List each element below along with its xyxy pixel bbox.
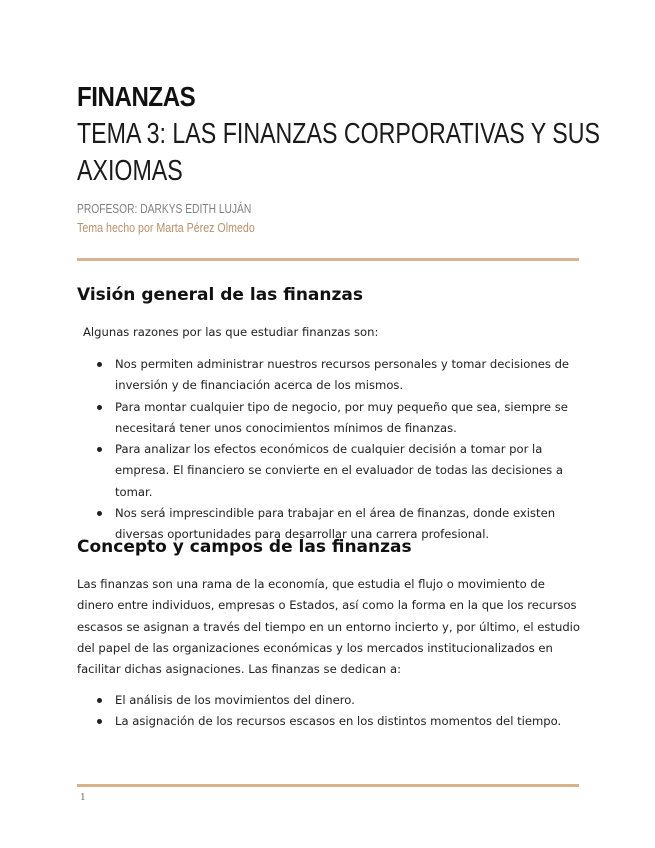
- title-block: [77, 80, 600, 235]
- list-item: [77, 354, 582, 397]
- bullet-icon: [97, 447, 102, 452]
- concept-paragraph: Las finanzas son una rama de la economía, que estudia el flujo o movimiento de dinero entre individuos, empresas o Estados, así como la forma en la que los recursos escasos se asignan a través del tiempo en un entorno incierto y, por último, el estudio del papel de las organizaciones económicas y los mercados institucionalizados en facilitar dichas asignaciones. Las finanzas se dedican a:: [77, 577, 580, 677]
- bullet-icon: [97, 511, 102, 516]
- list-item-text: Nos será imprescindible para trabajar en el área de finanzas, donde existen diversas oportunidades para desarrollar una carrera profesional.: [115, 506, 556, 542]
- list-item-text: Para analizar los efectos económicos de cualquier decisión a tomar por la empresa. El financiero se convierte en el evaluador de todas las decisiones a tomar.: [115, 442, 564, 499]
- section-heading-vision: Visión general de las finanzas: [77, 285, 363, 305]
- list-item-text: La asignación de los recursos escasos en los distintos momentos del tiempo.: [115, 714, 562, 729]
- list-item-text: Nos permiten administrar nuestros recursos personales y tomar decisiones de inversión y de financiación acerca de los mismos.: [115, 357, 570, 393]
- list-item: [77, 397, 582, 440]
- bullet-icon: [97, 698, 102, 703]
- section-intro: Algunas razones por las que estudiar finanzas son:: [83, 325, 379, 339]
- top-divider: [77, 258, 579, 261]
- subtitle-line: TEMA 3: LAS FINANZAS CORPORATIVAS Y SUS: [77, 118, 600, 150]
- reasons-list: [77, 354, 582, 546]
- section-heading-concepto: Concepto y campos de las finanzas: [77, 537, 412, 557]
- list-item-text: El análisis de los movimientos del dinero.: [115, 693, 355, 707]
- bullet-icon: [97, 362, 102, 367]
- professor-line: PROFESOR: DARKYS EDITH LUJÁN: [77, 202, 252, 216]
- document-subtitle: [77, 116, 600, 190]
- document-title: FINANZAS: [77, 81, 196, 112]
- subtitle-line: AXIOMAS: [77, 155, 183, 187]
- author-line: Tema hecho por Marta Pérez Olmedo: [77, 220, 255, 235]
- bottom-divider: [77, 784, 579, 787]
- list-item: [77, 690, 582, 711]
- list-item: [77, 711, 582, 732]
- list-item-text: Para montar cualquier tipo de negocio, por muy pequeño que sea, siempre se necesitará tener unos conocimientos mínimos de finanzas.: [115, 399, 568, 435]
- bullet-icon: [97, 719, 102, 724]
- bullet-icon: [97, 405, 102, 410]
- fields-list: [77, 690, 582, 733]
- list-item: [77, 439, 582, 503]
- page-number: 1: [80, 791, 86, 803]
